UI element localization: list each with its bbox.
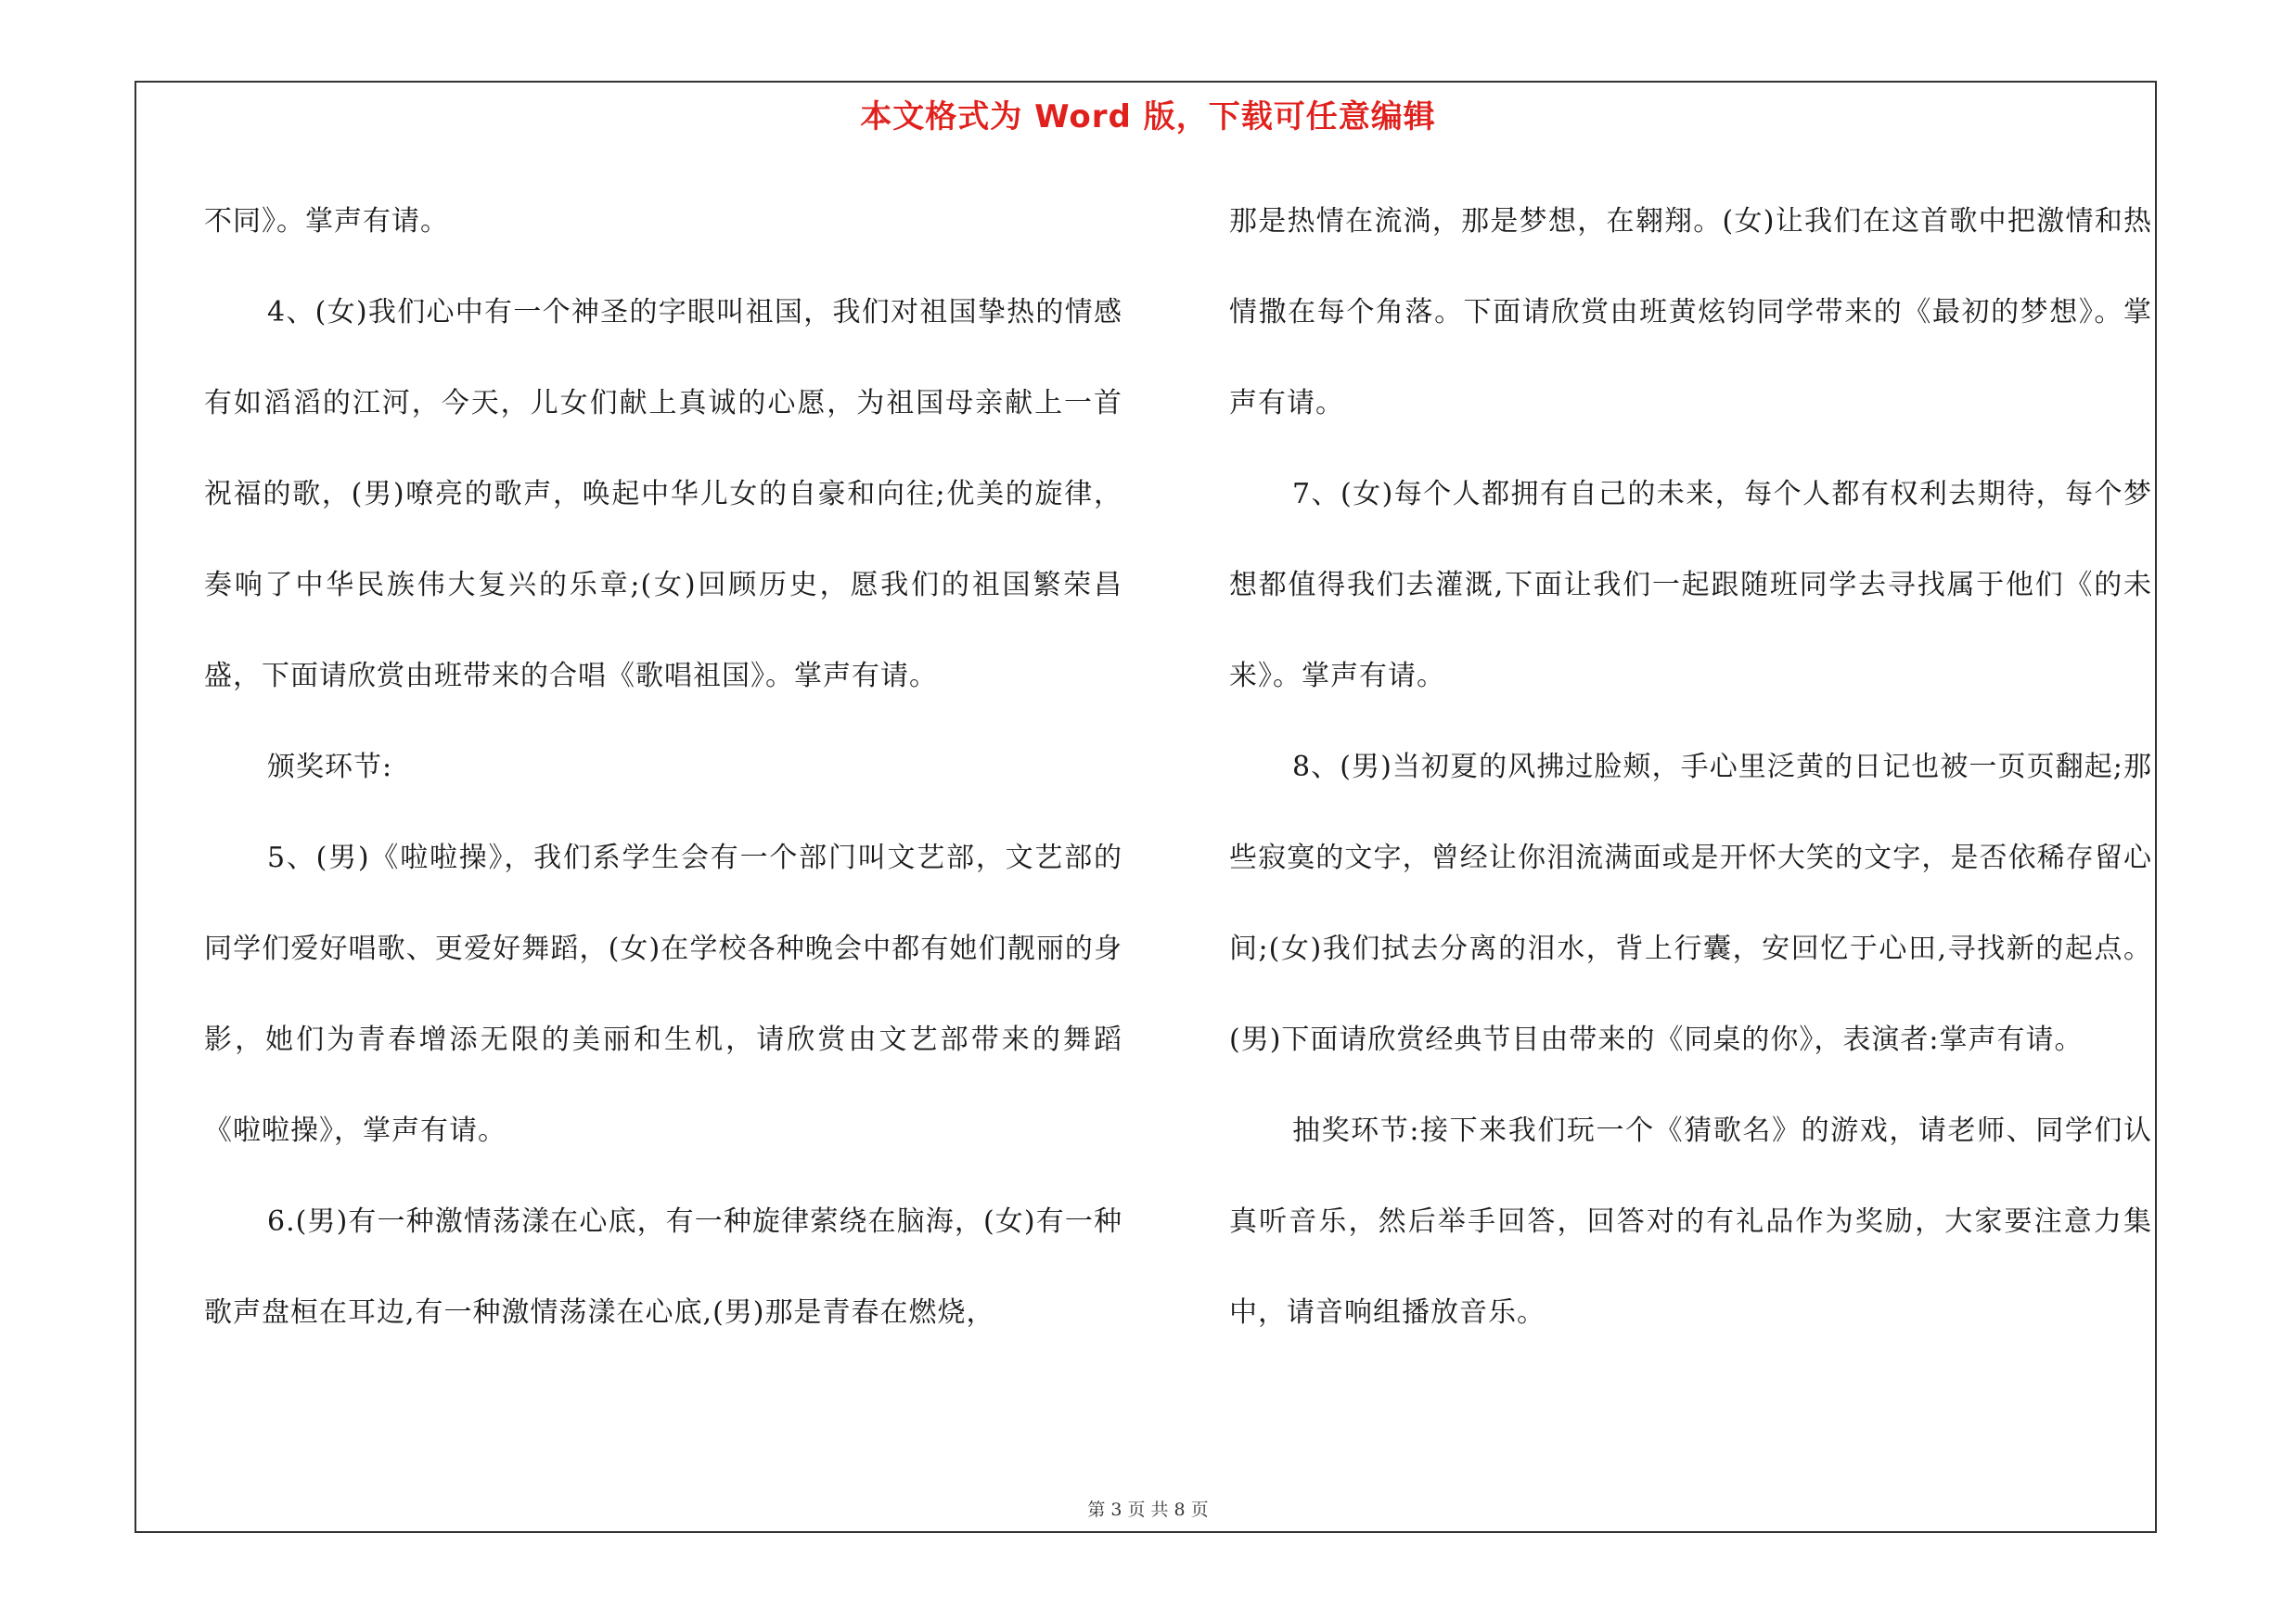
header-banner: 本文格式为 Word 版，下载可任意编辑 <box>860 98 1436 135</box>
paragraph: 抽奖环节:接下来我们玩一个《猜歌名》的游戏，请老师、同学们认真听音乐，然后举手回答，回答对的有礼品作为奖励，大家要注意力集中，请音响组播放音乐。 <box>1229 1114 2152 1329</box>
right-column <box>1229 176 2152 1359</box>
section-heading: 颁奖环节: <box>267 751 393 783</box>
paragraph: 8、(男)当初夏的风拂过脸颊，手心里泛黄的日记也被一页页翻起;那些寂寞的文字，曾经让你泪流满面或是开怀大笑的文字，是否依稀存留心间;(女)我们拭去分离的泪水，背上行囊，安回忆于心田,寻找新的起点。(男)下面请欣赏经典节目由带来的《同桌的你》，表演者:掌声有请。 <box>1229 751 2152 1056</box>
paragraph: 6.(男)有一种激情荡漾在心底，有一种旋律萦绕在脑海，(女)有一种歌声盘桓在耳边,有一种激情荡漾在心底,(男)那是青春在燃烧， <box>204 1205 1122 1329</box>
paragraph: 4、(女)我们心中有一个神圣的字眼叫祖国，我们对祖国挚热的情感有如滔滔的江河，今天，儿女们献上真诚的心愿，为祖国母亲献上一首祝福的歌，(男)嘹亮的歌声，唤起中华儿女的自豪和向往;优美的旋律，奏响了中华民族伟大复兴的乐章;(女)回顾历史，愿我们的祖国繁荣昌盛，下面请欣赏由班带来的合唱《歌唱祖国》。掌声有请。 <box>204 296 1122 692</box>
paragraph: 不同》。掌声有请。 <box>204 205 449 238</box>
paragraph: 那是热情在流淌，那是梦想，在翱翔。(女)让我们在这首歌中把激情和热情撒在每个角落。下面请欣赏由班黄炫钧同学带来的《最初的梦想》。掌声有请。 <box>1229 205 2152 419</box>
paragraph: 7、(女)每个人都拥有自己的未来，每个人都有权利去期待，每个梦想都值得我们去灌溉,下面让我们一起跟随班同学去寻找属于他们《的未来》。掌声有请。 <box>1229 478 2152 692</box>
left-column <box>204 176 1122 1359</box>
page-number: 第 3 页 共 8 页 <box>1087 1500 1209 1520</box>
paragraph: 5、(男)《啦啦操》，我们系学生会有一个部门叫文艺部，文艺部的同学们爱好唱歌、更爱好舞蹈，(女)在学校各种晚会中都有她们靓丽的身影，她们为青春增添无限的美丽和生机，请欣赏由文艺部带来的舞蹈《啦啦操》，掌声有请。 <box>204 842 1122 1147</box>
